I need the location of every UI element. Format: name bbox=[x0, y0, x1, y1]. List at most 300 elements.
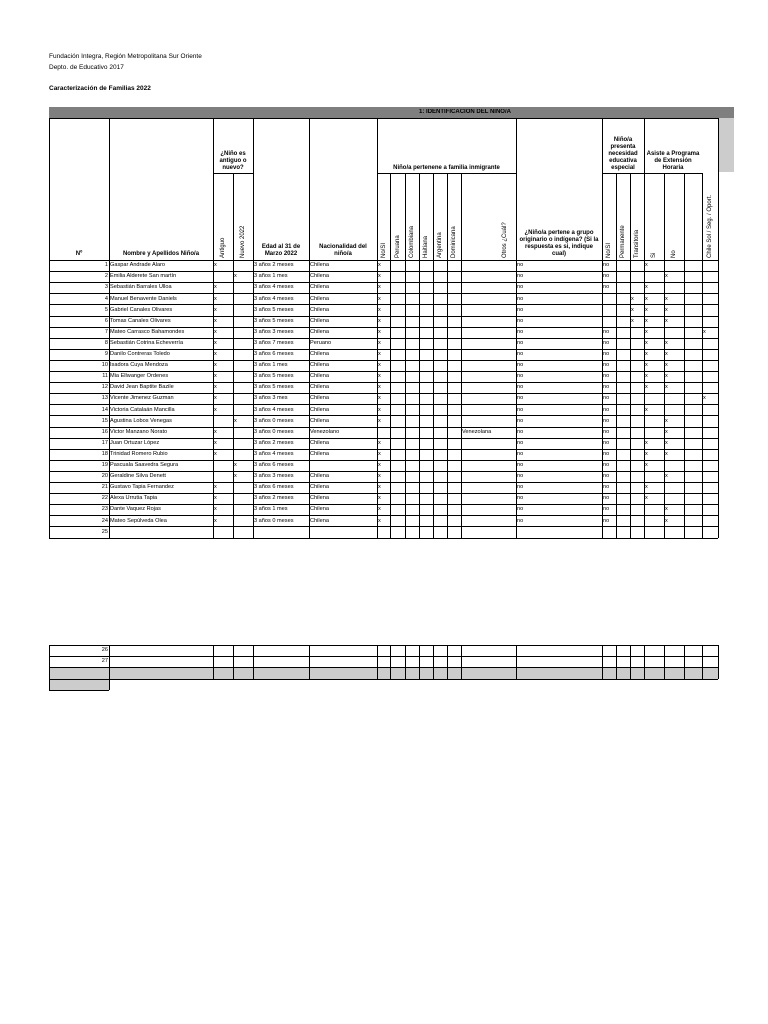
cell-perm bbox=[617, 418, 629, 427]
cell-ant: x bbox=[214, 450, 217, 457]
cell-chile bbox=[703, 296, 717, 305]
cell-nee: no bbox=[603, 473, 610, 480]
cell-otro bbox=[462, 329, 515, 338]
cell-edad bbox=[254, 529, 308, 538]
cell-chile bbox=[703, 373, 717, 382]
cell-edad: 3 años 3 meses bbox=[254, 473, 294, 480]
cell-si bbox=[645, 273, 663, 282]
cell-ant: x bbox=[214, 395, 217, 402]
cell-ant: x bbox=[214, 262, 217, 269]
cell-nac bbox=[310, 529, 376, 538]
cell-n: 2 bbox=[104, 273, 108, 280]
cell-otro bbox=[462, 440, 515, 449]
cell-edad: 3 años 5 meses bbox=[254, 317, 294, 324]
cell-nue: x bbox=[234, 473, 237, 480]
cell-si: x bbox=[645, 295, 648, 302]
cell-chile bbox=[703, 284, 717, 293]
cell-nee: no bbox=[603, 450, 610, 457]
cell-perm bbox=[617, 318, 629, 327]
cell-name: Trinidad Romero Rubio bbox=[110, 450, 168, 457]
cell-si: x bbox=[645, 351, 648, 357]
cell-trans bbox=[631, 384, 643, 393]
cell-ant: x bbox=[214, 428, 217, 435]
cell-nac: Chilena bbox=[310, 362, 329, 369]
cell-inm: x bbox=[378, 517, 381, 524]
cell-nue bbox=[234, 440, 252, 449]
cell-ant: x bbox=[214, 484, 217, 491]
grid-line bbox=[419, 645, 420, 679]
cell-inm: x bbox=[378, 362, 381, 369]
cell-nee: no bbox=[603, 484, 610, 491]
cell-nue bbox=[234, 484, 252, 493]
cell-inm: x bbox=[378, 450, 381, 457]
cell-inm: x bbox=[378, 306, 381, 313]
cell-nue bbox=[234, 506, 252, 515]
cell-ant: x bbox=[214, 362, 217, 369]
cell-n: 1 bbox=[104, 262, 108, 269]
cell-name: Juan Ortuzar López bbox=[110, 439, 160, 446]
cell-n: 18 bbox=[101, 450, 108, 457]
cell-edad: 3 años 4 meses bbox=[254, 284, 294, 291]
cell-no bbox=[665, 495, 683, 504]
cell-n: 20 bbox=[101, 473, 108, 480]
cell-si: x bbox=[645, 339, 648, 346]
cell-chile bbox=[703, 407, 717, 416]
grid-line bbox=[233, 645, 234, 679]
header-edad: Edad al 31 de Marzo 2022 bbox=[261, 244, 301, 257]
cell-inm: x bbox=[378, 484, 381, 491]
cell-perm bbox=[617, 384, 629, 393]
cell-ant: x bbox=[214, 517, 217, 524]
cell-nac: Chilena bbox=[310, 317, 329, 324]
cell-trans bbox=[631, 284, 643, 293]
cell-trans bbox=[631, 440, 643, 449]
cell-nac: Chilena bbox=[310, 484, 329, 491]
extra-row-num: 27 bbox=[101, 658, 108, 665]
cell-n: 8 bbox=[104, 339, 108, 346]
cell-si bbox=[645, 518, 663, 527]
cell-nee: no bbox=[603, 517, 610, 524]
cell-inm: x bbox=[378, 495, 381, 502]
grid-line bbox=[253, 645, 254, 679]
cell-ind: no bbox=[517, 495, 524, 502]
cell-name: Victor Manzano Norato bbox=[110, 428, 168, 435]
cell-inm bbox=[378, 529, 389, 538]
cell-edad: 3 años 2 meses bbox=[254, 439, 294, 446]
cell-trans: x bbox=[631, 306, 634, 313]
cell-si bbox=[645, 395, 663, 404]
dept-name: Depto. de Educativo 2017 bbox=[49, 64, 124, 71]
cell-ind: no bbox=[517, 351, 524, 357]
cell-nac: Chilena bbox=[310, 506, 329, 513]
cell-name: Mia Ellwanger Ordenes bbox=[110, 373, 169, 380]
cell-perm bbox=[617, 462, 629, 471]
cell-name: Sebastián Cotrina Echeverría bbox=[110, 339, 184, 346]
cell-perm bbox=[617, 484, 629, 493]
header-transitoria: Transitoria bbox=[634, 229, 640, 258]
cell-chile bbox=[703, 451, 717, 460]
cell-chile bbox=[703, 418, 717, 427]
cell-si: x bbox=[645, 328, 648, 335]
cell-chile bbox=[703, 484, 717, 493]
header-antiguo: Antiguo bbox=[220, 237, 226, 258]
cell-ant bbox=[214, 418, 232, 427]
cell-ant: x bbox=[214, 328, 217, 335]
grid-line bbox=[684, 645, 685, 679]
cell-perm bbox=[617, 395, 629, 404]
cell-n: 6 bbox=[104, 317, 108, 324]
cell-ind: no bbox=[517, 284, 524, 291]
cell-nee bbox=[603, 529, 615, 538]
cell-inm: x bbox=[378, 384, 381, 391]
cell-nac: Peruano bbox=[310, 339, 332, 346]
cell-nue bbox=[234, 407, 252, 416]
cell-nue bbox=[234, 351, 252, 360]
cell-si: x bbox=[645, 495, 648, 502]
cell-trans bbox=[631, 518, 643, 527]
cell-ant: x bbox=[214, 439, 217, 446]
cell-chile bbox=[703, 262, 717, 271]
grid-line bbox=[718, 118, 719, 538]
cell-inm bbox=[378, 429, 389, 438]
cell-ind: no bbox=[517, 428, 524, 435]
cell-name: David Jean Baptite Bazile bbox=[110, 384, 174, 391]
cell-ind: no bbox=[517, 484, 524, 491]
grid-line bbox=[109, 679, 110, 690]
header-peruana: Peruana bbox=[394, 235, 401, 258]
cell-otro bbox=[462, 307, 515, 316]
cell-perm bbox=[617, 429, 629, 438]
cell-perm bbox=[617, 373, 629, 382]
cell-chile bbox=[703, 273, 717, 282]
cell-ind: no bbox=[517, 450, 524, 457]
cell-edad: 3 años 5 meses bbox=[254, 384, 294, 391]
cell-ant: x bbox=[214, 317, 217, 324]
cell-si: x bbox=[645, 406, 648, 413]
grid-line bbox=[616, 645, 617, 679]
cell-otro bbox=[462, 529, 515, 538]
cell-edad: 3 años 1 mes bbox=[254, 506, 288, 513]
grid-line bbox=[49, 656, 718, 657]
grid-line bbox=[390, 645, 391, 679]
cell-inm: x bbox=[378, 417, 381, 424]
cell-nee: no bbox=[603, 428, 610, 435]
cell-nue bbox=[234, 284, 252, 293]
cell-perm bbox=[617, 518, 629, 527]
cell-ind: no bbox=[517, 395, 524, 402]
cell-chile bbox=[703, 340, 717, 349]
extra-table-shade bbox=[49, 667, 718, 678]
cell-n: 13 bbox=[101, 395, 108, 402]
cell-n: 10 bbox=[101, 362, 108, 369]
cell-si: x bbox=[645, 450, 648, 457]
cell-nac: Chilena bbox=[310, 395, 329, 402]
cell-chile bbox=[703, 318, 717, 327]
cell-n: 4 bbox=[104, 295, 108, 302]
cell-ant bbox=[214, 273, 232, 282]
cell-no bbox=[665, 329, 683, 338]
cell-no bbox=[665, 484, 683, 493]
cell-ind: no bbox=[517, 517, 524, 524]
cell-name: Mateo Sepúlveda Olea bbox=[110, 517, 167, 524]
cell-nee: no bbox=[603, 417, 610, 424]
cell-chile bbox=[703, 384, 717, 393]
cell-no: x bbox=[665, 362, 668, 369]
cell-name: Agustina Lobos Venegas bbox=[110, 417, 172, 424]
cell-ant: x bbox=[214, 384, 217, 391]
cell-inm: x bbox=[378, 462, 381, 468]
cell-no: x bbox=[665, 306, 668, 313]
cell-n: 21 bbox=[101, 484, 108, 491]
cell-edad: 3 años 7 meses bbox=[254, 339, 294, 346]
cell-ind: no bbox=[517, 295, 524, 302]
cell-otro bbox=[462, 462, 515, 471]
cell-chile bbox=[703, 473, 717, 482]
cell-si bbox=[645, 529, 663, 538]
cell-nac: Chilena bbox=[310, 439, 329, 446]
cell-perm bbox=[617, 262, 629, 271]
header-nacionalidad: Nacionalidad del niño/a bbox=[319, 244, 367, 257]
cell-ant: x bbox=[214, 284, 217, 291]
cell-trans bbox=[631, 407, 643, 416]
cell-nee: no bbox=[603, 362, 610, 369]
cell-edad: 3 años 0 meses bbox=[254, 417, 294, 424]
header-dominicana: Dominicana bbox=[451, 226, 457, 258]
cell-n: 7 bbox=[104, 328, 108, 335]
cell-inm: x bbox=[378, 273, 381, 280]
cell-otro bbox=[462, 473, 515, 482]
grid-line bbox=[702, 645, 703, 679]
header-otros: Otros ¿Cuál? bbox=[502, 222, 508, 258]
cell-otro bbox=[462, 373, 515, 382]
cell-name: Vicente Jimenez Guzman bbox=[110, 395, 174, 402]
cell-n: 19 bbox=[101, 462, 108, 468]
cell-nee: no bbox=[603, 339, 610, 346]
cell-si: x bbox=[645, 262, 648, 269]
cell-nee: no bbox=[603, 462, 610, 468]
org-name: Fundación Integra, Región Metropolitana Sur Oriente bbox=[49, 53, 202, 60]
cell-ind: no bbox=[517, 273, 524, 280]
cell-otro bbox=[462, 395, 515, 404]
cell-si: x bbox=[645, 317, 648, 324]
cell-edad: 3 años 6 meses bbox=[254, 484, 294, 491]
cell-ant: x bbox=[214, 373, 217, 380]
cell-nue bbox=[234, 451, 252, 460]
cell-nee: no bbox=[603, 351, 610, 357]
cell-trans bbox=[631, 273, 643, 282]
cell-ind: no bbox=[517, 306, 524, 313]
document-title: Caracterización de Familias 2022 bbox=[49, 85, 151, 92]
cell-ant: x bbox=[214, 495, 217, 502]
cell-edad: 3 años 2 meses bbox=[254, 495, 294, 502]
cell-ind: no bbox=[517, 506, 524, 513]
cell-si: x bbox=[645, 439, 648, 446]
cell-perm bbox=[617, 329, 629, 338]
header-chile: Chile Sol / Seg. / Oport. bbox=[707, 194, 713, 258]
cell-ind: no bbox=[517, 339, 524, 346]
cell-si: x bbox=[645, 384, 648, 391]
cell-ant: x bbox=[214, 506, 217, 513]
cell-n: 14 bbox=[101, 406, 108, 413]
cell-name: Gustavo Tapia Fernandez bbox=[110, 484, 174, 491]
cell-otro bbox=[462, 296, 515, 305]
cell-no bbox=[665, 462, 683, 471]
cell-nac: Chilena bbox=[310, 406, 329, 413]
cell-ant: x bbox=[214, 295, 217, 302]
section-side-shade bbox=[718, 118, 734, 172]
cell-trans bbox=[631, 262, 643, 271]
cell-no: x bbox=[665, 317, 668, 324]
cell-trans bbox=[631, 351, 643, 360]
cell-nac: Chilena bbox=[310, 306, 329, 313]
cell-perm bbox=[617, 451, 629, 460]
cell-nac: Chilena bbox=[310, 384, 329, 391]
cell-perm bbox=[617, 362, 629, 371]
cell-name: Alexa Urrutia Tapia bbox=[110, 495, 158, 502]
cell-no bbox=[665, 262, 683, 271]
cell-nue: x bbox=[234, 417, 237, 424]
cell-trans bbox=[631, 340, 643, 349]
cell-n: 23 bbox=[101, 506, 108, 513]
cell-no bbox=[665, 529, 683, 538]
cell-edad: 3 años 1 mes bbox=[254, 362, 288, 369]
cell-inm: x bbox=[378, 473, 381, 480]
cell-inm: x bbox=[378, 395, 381, 402]
cell-inm: x bbox=[378, 506, 381, 513]
cell-n: 24 bbox=[101, 517, 108, 524]
cell-ant bbox=[214, 462, 232, 471]
cell-name: Gabriel Canales Olivares bbox=[110, 306, 173, 313]
cell-nee: no bbox=[603, 273, 610, 280]
cell-no: x bbox=[665, 450, 668, 457]
cell-nue bbox=[234, 329, 252, 338]
cell-otro bbox=[462, 506, 515, 515]
cell-nue: x bbox=[234, 273, 237, 280]
cell-perm bbox=[617, 407, 629, 416]
header-colombiana: Colombiana bbox=[409, 225, 415, 258]
cell-no: x bbox=[665, 428, 668, 435]
cell-inm: x bbox=[378, 284, 381, 291]
cell-edad: 3 años 6 meses bbox=[254, 462, 294, 468]
cell-n: 5 bbox=[104, 306, 108, 313]
grid-line bbox=[516, 645, 517, 679]
cell-ind: no bbox=[517, 362, 524, 369]
cell-no: x bbox=[665, 506, 668, 513]
cell-ind: no bbox=[517, 473, 524, 480]
cell-nee: no bbox=[603, 284, 610, 291]
cell-perm bbox=[617, 351, 629, 360]
cell-perm bbox=[617, 529, 629, 538]
cell-trans bbox=[631, 362, 643, 371]
cell-nac: Chilena bbox=[310, 273, 329, 280]
cell-ant bbox=[214, 473, 232, 482]
header-extension-group: Asiste a Programa de Extensión Horaria bbox=[646, 151, 700, 171]
cell-inm: x bbox=[378, 339, 381, 346]
cell-si: x bbox=[645, 484, 648, 491]
cell-name: Sebastián Barrales Ulloa bbox=[110, 284, 172, 291]
cell-nac: Chilena bbox=[310, 373, 329, 380]
cell-name bbox=[110, 529, 212, 538]
cell-trans bbox=[631, 506, 643, 515]
cell-edad: 3 años 0 meses bbox=[254, 428, 294, 435]
header-nee-nosi: No/SI bbox=[606, 242, 612, 258]
cell-ind: no bbox=[517, 317, 524, 324]
cell-nac: Chilena bbox=[310, 351, 329, 357]
cell-no: x bbox=[665, 439, 668, 446]
cell-chile bbox=[703, 429, 717, 438]
cell-name: Manuel Benavente Daniels bbox=[110, 295, 177, 302]
extra-row-num: 26 bbox=[101, 647, 108, 654]
cell-n: 11 bbox=[102, 373, 108, 380]
cell-edad: 3 años 3 meses bbox=[254, 328, 294, 335]
cell-nee: no bbox=[603, 395, 610, 402]
cell-si bbox=[645, 473, 663, 482]
cell-nue bbox=[234, 318, 252, 327]
cell-nac: Chilena bbox=[310, 417, 329, 424]
cell-otro bbox=[462, 284, 515, 293]
cell-otro bbox=[462, 262, 515, 271]
cell-si: x bbox=[645, 284, 648, 291]
cell-si: x bbox=[645, 362, 648, 369]
header-argentina: Argentina bbox=[437, 232, 443, 258]
cell-edad: 3 años 3 mes bbox=[254, 395, 288, 402]
cell-nue bbox=[234, 373, 252, 382]
cell-perm bbox=[617, 506, 629, 515]
cell-inm: x bbox=[378, 439, 381, 446]
cell-ind: no bbox=[517, 262, 524, 269]
cell-trans bbox=[631, 495, 643, 504]
cell-nee: no bbox=[603, 506, 610, 513]
cell-ind: no bbox=[517, 384, 524, 391]
cell-ant: x bbox=[214, 339, 217, 346]
cell-name: Emilia Alderete San martín bbox=[110, 273, 177, 280]
cell-nue bbox=[234, 529, 252, 538]
header-no-si: No/SI bbox=[380, 242, 387, 258]
cell-nac: Chilena bbox=[310, 328, 329, 335]
cell-nue bbox=[234, 307, 252, 316]
header-no: No bbox=[671, 250, 677, 258]
cell-chile bbox=[703, 529, 717, 538]
cell-ant: x bbox=[214, 306, 217, 313]
header-si: Si bbox=[651, 252, 657, 258]
cell-otro bbox=[462, 518, 515, 527]
cell-nac: Chilena bbox=[310, 517, 329, 524]
cell-ind: no bbox=[517, 328, 524, 335]
cell-nue: x bbox=[234, 462, 237, 468]
cell-no: x bbox=[665, 351, 668, 357]
cell-edad: 3 años 4 meses bbox=[254, 406, 294, 413]
cell-chile bbox=[703, 462, 717, 471]
cell-n: 25 bbox=[101, 528, 108, 535]
cell-no: x bbox=[665, 417, 668, 424]
cell-nue bbox=[234, 340, 252, 349]
cell-otro bbox=[462, 451, 515, 460]
cell-n: 22 bbox=[101, 495, 108, 502]
cell-inm: x bbox=[378, 317, 381, 324]
cell-chile bbox=[703, 362, 717, 371]
section-title: 1: IDENTIFICACIÓN DEL NIÑO/A bbox=[419, 108, 511, 115]
header-indigena: ¿Niño/a pertene a grupo originario o indígena? (Si la respuesta es si, indique cual) bbox=[519, 230, 599, 257]
cell-si bbox=[645, 418, 663, 427]
cell-ind: no bbox=[517, 373, 524, 380]
grid-line bbox=[405, 645, 406, 679]
cell-name: Victoria Catalaán Mancilla bbox=[110, 406, 175, 413]
cell-inm: x bbox=[378, 295, 381, 302]
cell-edad: 3 años 4 meses bbox=[254, 450, 294, 457]
cell-name: Gaspar Andrade Alaro bbox=[110, 262, 166, 269]
cell-otro bbox=[462, 273, 515, 282]
cell-no bbox=[665, 407, 683, 416]
